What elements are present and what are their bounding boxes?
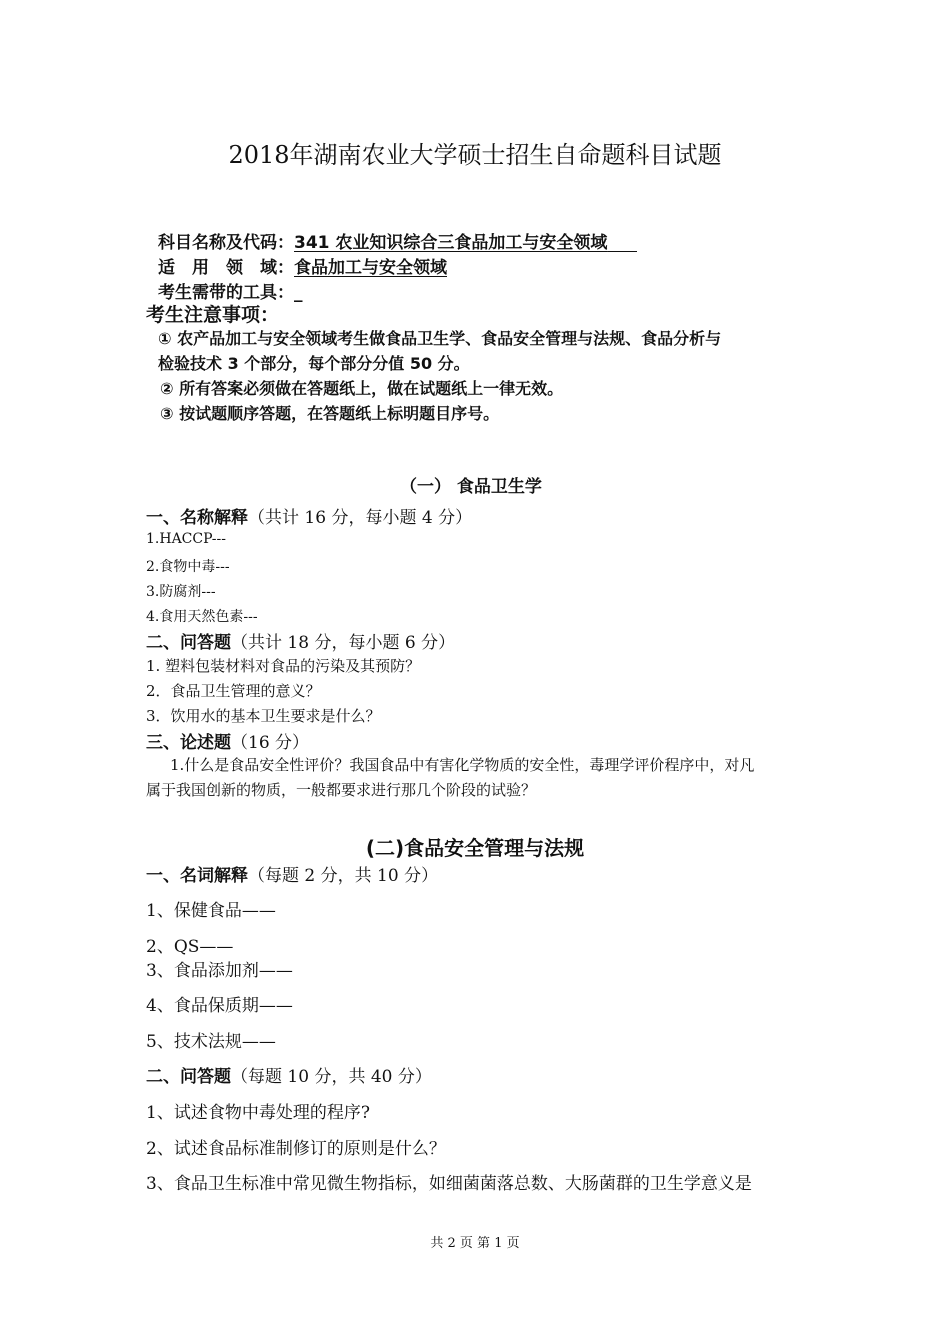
notice-line-2: ② 所有答案必须做在答题纸上，做在试题纸上一律无效。 (160, 379, 564, 398)
list-item: 2.食物中毒--- (146, 559, 230, 575)
part2-q1-heading (146, 861, 438, 886)
notice-line-1b: 检验技术 3 个部分，每个部分分值 50 分。 (158, 354, 470, 373)
part2-q1-label: 一、名词解释 (146, 866, 248, 886)
subject-row (158, 228, 637, 253)
list-item: 3、食品卫生标准中常见微生物指标，如细菌菌落总数、大肠菌群的卫生学意义是 (146, 1174, 752, 1194)
part2-heading: (二)食品安全管理与法规 (365, 836, 585, 860)
page-title: 2018年湖南农业大学硕士招生自命题科目试题 (228, 141, 722, 169)
part1-q1-note: （共计 16 分，每小题 4 分） (248, 508, 473, 528)
part1-q3-text-2: 属于我国创新的物质，一般都要求进行那几个阶段的试验？ (146, 781, 537, 799)
list-item: 2．食品卫生管理的意义？ (146, 682, 321, 700)
part1-q3-text-1: 1.什么是食品安全性评价？我国食品中有害化学物质的安全性，毒理学评价程序中，对凡 (170, 756, 755, 774)
list-item: 2、QS—— (146, 937, 234, 957)
part1-q2-label: 二、问答题 (146, 633, 231, 653)
list-item: 4.食用天然色素--- (146, 609, 258, 625)
part1-q3-note: （16 分） (231, 733, 310, 753)
list-item: 4、食品保质期—— (146, 996, 293, 1016)
part2-q2-note: （每题 10 分，共 40 分） (231, 1067, 432, 1087)
notice-line-3: ③ 按试题顺序答题，在答题纸上标明题目序号。 (160, 404, 500, 423)
part1-q2-heading (146, 628, 455, 653)
part1-q3-heading (146, 728, 309, 753)
part1-heading: （一） 食品卫生学 (400, 477, 542, 497)
list-item: 1、保健食品—— (146, 901, 276, 921)
field-label: 适 用 领 域： (158, 258, 294, 278)
page-footer: 共 2 页 第 1 页 (430, 1236, 520, 1251)
part1-q1-heading (146, 503, 472, 528)
subject-value: 341 农业知识综合三食品加工与安全领域 (294, 233, 608, 253)
subject-label: 科目名称及代码： (158, 233, 294, 253)
list-item: 3.防腐剂--- (146, 584, 216, 600)
field-value: 食品加工与安全领域 (294, 258, 447, 278)
list-item: 2、试述食品标准制修订的原则是什么？ (146, 1139, 446, 1159)
tools-value: _ (294, 283, 303, 303)
list-item: 3、食品添加剂—— (146, 961, 293, 981)
part1-q2-note: （共计 18 分，每小题 6 分） (231, 633, 456, 653)
part1-q3-label: 三、论述题 (146, 733, 231, 753)
list-item: 1. 塑料包装材料对食品的污染及其预防？ (146, 657, 421, 675)
part2-q2-heading (146, 1062, 432, 1087)
part2-q1-note: （每题 2 分，共 10 分） (248, 866, 439, 886)
notice-heading: 考生注意事项： (146, 304, 280, 326)
part2-q2-label: 二、问答题 (146, 1067, 231, 1087)
part1-q1-label: 一、名称解释 (146, 508, 248, 528)
field-row (158, 253, 657, 278)
list-item: 1、试述食物中毒处理的程序? (146, 1103, 370, 1123)
list-item: 3．饮用水的基本卫生要求是什么？ (146, 707, 381, 725)
list-item: 5、技术法规—— (146, 1032, 276, 1052)
tools-label: 考生需带的工具： (158, 283, 294, 303)
list-item: 1.HACCP--- (146, 531, 226, 547)
notice-line-1: ① 农产品加工与安全领域考生做食品卫生学、食品安全管理与法规、食品分析与 (158, 329, 722, 348)
